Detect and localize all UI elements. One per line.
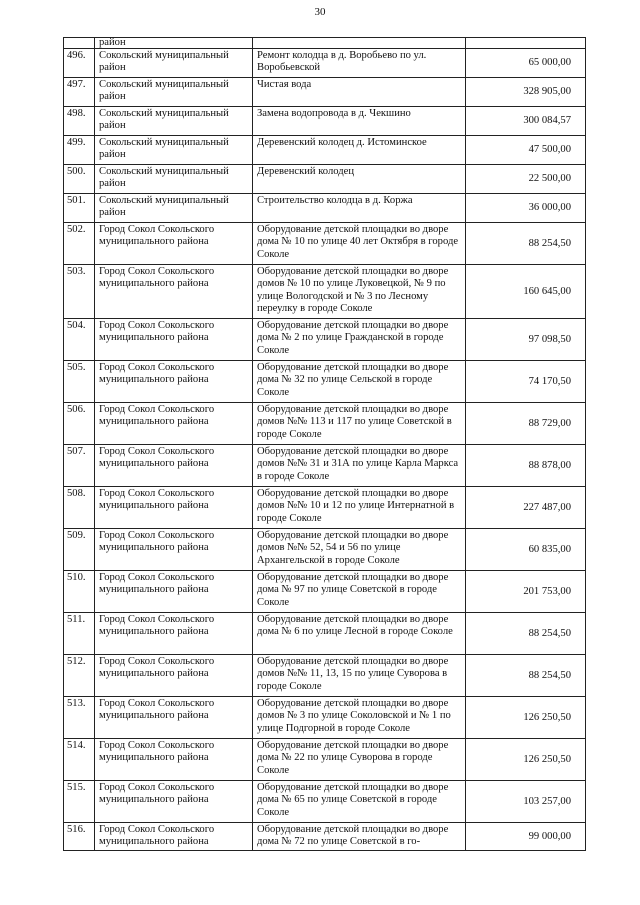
row-work: Оборудование детской площадки во дворе домов №№ 113 и 117 по улице Советской в городе Соколе	[253, 403, 466, 445]
row-work: Оборудование детской площадки во дворе дома № 22 по улице Суворова в городе Соколе	[253, 739, 466, 781]
row-district: Город Сокол Сокольского муниципального района	[95, 823, 253, 851]
row-number: 496.	[64, 49, 95, 78]
row-number: 509.	[64, 529, 95, 571]
table-row	[64, 107, 586, 136]
table-row	[64, 697, 586, 739]
row-district: Город Сокол Сокольского муниципального района	[95, 265, 253, 319]
row-work: Оборудование детской площадки во дворе домов №№ 10 и 12 по улице Интернатной в городе Соколе	[253, 487, 466, 529]
row-district: Город Сокол Сокольского муниципального района	[95, 361, 253, 403]
row-number: 500.	[64, 165, 95, 194]
row-district: Сокольский муниципальный район	[95, 78, 253, 107]
table-row	[64, 265, 586, 319]
row-number	[64, 38, 95, 49]
row-number: 505.	[64, 361, 95, 403]
row-amount: 88 729,00	[466, 403, 586, 445]
row-amount: 99 000,00	[466, 823, 586, 851]
row-district: Город Сокол Сокольского муниципального района	[95, 739, 253, 781]
row-district: Город Сокол Сокольского муниципального района	[95, 781, 253, 823]
row-work: Оборудование детской площадки во дворе дома № 2 по улице Гражданской в городе Соколе	[253, 319, 466, 361]
row-work: Оборудование детской площадки во дворе домов №№ 52, 54 и 56 по улице Архангельской в городе Соколе	[253, 529, 466, 571]
table-row	[64, 823, 586, 851]
grants-table-body	[64, 38, 586, 851]
row-number: 506.	[64, 403, 95, 445]
row-amount: 47 500,00	[466, 136, 586, 165]
row-number: 499.	[64, 136, 95, 165]
table-row	[64, 223, 586, 265]
row-work: Ремонт колодца в д. Воробьево по ул. Воробьевской	[253, 49, 466, 78]
row-amount	[466, 38, 586, 49]
table-row	[64, 38, 586, 49]
row-work	[253, 38, 466, 49]
row-number: 504.	[64, 319, 95, 361]
row-work: Оборудование детской площадки во дворе дома № 72 по улице Советской в го-	[253, 823, 466, 851]
row-amount: 201 753,00	[466, 571, 586, 613]
row-district: район	[95, 38, 253, 49]
row-amount: 88 254,50	[466, 223, 586, 265]
row-district: Сокольский муниципальный район	[95, 107, 253, 136]
table-row	[64, 136, 586, 165]
row-work: Оборудование детской площадки во дворе дома № 10 по улице 40 лет Октября в городе Соколе	[253, 223, 466, 265]
row-district: Сокольский муниципальный район	[95, 136, 253, 165]
table-row	[64, 319, 586, 361]
row-work: Оборудование детской площадки во дворе домов № 3 по улице Соколовской и № 1 по улице Подгорной в городе Соколе	[253, 697, 466, 739]
row-district: Город Сокол Сокольского муниципального района	[95, 613, 253, 655]
table-row	[64, 613, 586, 655]
table-row	[64, 739, 586, 781]
row-district: Город Сокол Сокольского муниципального района	[95, 319, 253, 361]
row-work: Строительство колодца в д. Коржа	[253, 194, 466, 223]
row-work: Оборудование детской площадки во дворе дома № 6 по улице Лесной в городе Соколе	[253, 613, 466, 655]
row-work: Оборудование детской площадки во дворе домов № 10 по улице Луковецкой, № 9 по улице Вологодской и № 3 по Лесному переулку в городе Соколе	[253, 265, 466, 319]
row-work: Оборудование детской площадки во дворе дома № 65 по улице Советской в городе Соколе	[253, 781, 466, 823]
row-amount: 88 878,00	[466, 445, 586, 487]
row-number: 511.	[64, 613, 95, 655]
table-row	[64, 403, 586, 445]
row-amount: 227 487,00	[466, 487, 586, 529]
row-amount: 126 250,50	[466, 739, 586, 781]
row-district: Город Сокол Сокольского муниципального района	[95, 697, 253, 739]
row-number: 510.	[64, 571, 95, 613]
row-number: 512.	[64, 655, 95, 697]
row-amount: 88 254,50	[466, 655, 586, 697]
row-amount: 126 250,50	[466, 697, 586, 739]
table-row	[64, 361, 586, 403]
row-work: Деревенский колодец	[253, 165, 466, 194]
table-row	[64, 165, 586, 194]
row-amount: 60 835,00	[466, 529, 586, 571]
row-work: Оборудование детской площадки во дворе домов №№ 11, 13, 15 по улице Суворова в городе Соколе	[253, 655, 466, 697]
row-work: Чистая вода	[253, 78, 466, 107]
row-number: 508.	[64, 487, 95, 529]
row-district: Город Сокол Сокольского муниципального района	[95, 529, 253, 571]
row-number: 502.	[64, 223, 95, 265]
row-amount: 160 645,00	[466, 265, 586, 319]
row-district: Город Сокол Сокольского муниципального района	[95, 403, 253, 445]
row-amount: 88 254,50	[466, 613, 586, 655]
row-district: Город Сокол Сокольского муниципального района	[95, 487, 253, 529]
row-amount: 328 905,00	[466, 78, 586, 107]
table-row	[64, 655, 586, 697]
row-number: 507.	[64, 445, 95, 487]
row-district: Город Сокол Сокольского муниципального района	[95, 445, 253, 487]
row-district: Сокольский муниципальный район	[95, 165, 253, 194]
row-number: 503.	[64, 265, 95, 319]
row-amount: 103 257,00	[466, 781, 586, 823]
row-work: Оборудование детской площадки во дворе дома № 97 по улице Советской в городе Соколе	[253, 571, 466, 613]
table-row	[64, 487, 586, 529]
table-row	[64, 78, 586, 107]
row-number: 516.	[64, 823, 95, 851]
table-row	[64, 571, 586, 613]
row-amount: 74 170,50	[466, 361, 586, 403]
row-district: Сокольский муниципальный район	[95, 49, 253, 78]
row-work: Оборудование детской площадки во дворе домов №№ 31 и 31А по улице Карла Маркса в городе Соколе	[253, 445, 466, 487]
row-amount: 97 098,50	[466, 319, 586, 361]
row-number: 501.	[64, 194, 95, 223]
row-amount: 300 084,57	[466, 107, 586, 136]
row-amount: 65 000,00	[466, 49, 586, 78]
row-number: 497.	[64, 78, 95, 107]
row-district: Город Сокол Сокольского муниципального района	[95, 223, 253, 265]
row-district: Город Сокол Сокольского муниципального района	[95, 655, 253, 697]
row-amount: 36 000,00	[466, 194, 586, 223]
table-row	[64, 445, 586, 487]
table-row	[64, 781, 586, 823]
row-work: Замена водопровода в д. Чекшино	[253, 107, 466, 136]
row-number: 515.	[64, 781, 95, 823]
grants-table	[63, 37, 586, 851]
row-number: 513.	[64, 697, 95, 739]
row-district: Город Сокол Сокольского муниципального района	[95, 571, 253, 613]
row-work: Оборудование детской площадки во дворе дома № 32 по улице Сельской в городе Соколе	[253, 361, 466, 403]
table-row	[64, 529, 586, 571]
row-amount: 22 500,00	[466, 165, 586, 194]
row-work: Деревенский колодец д. Истоминское	[253, 136, 466, 165]
row-number: 498.	[64, 107, 95, 136]
table-row	[64, 194, 586, 223]
row-district: Сокольский муниципальный район	[95, 194, 253, 223]
row-number: 514.	[64, 739, 95, 781]
page-number: 30	[314, 6, 326, 18]
table-row	[64, 49, 586, 78]
